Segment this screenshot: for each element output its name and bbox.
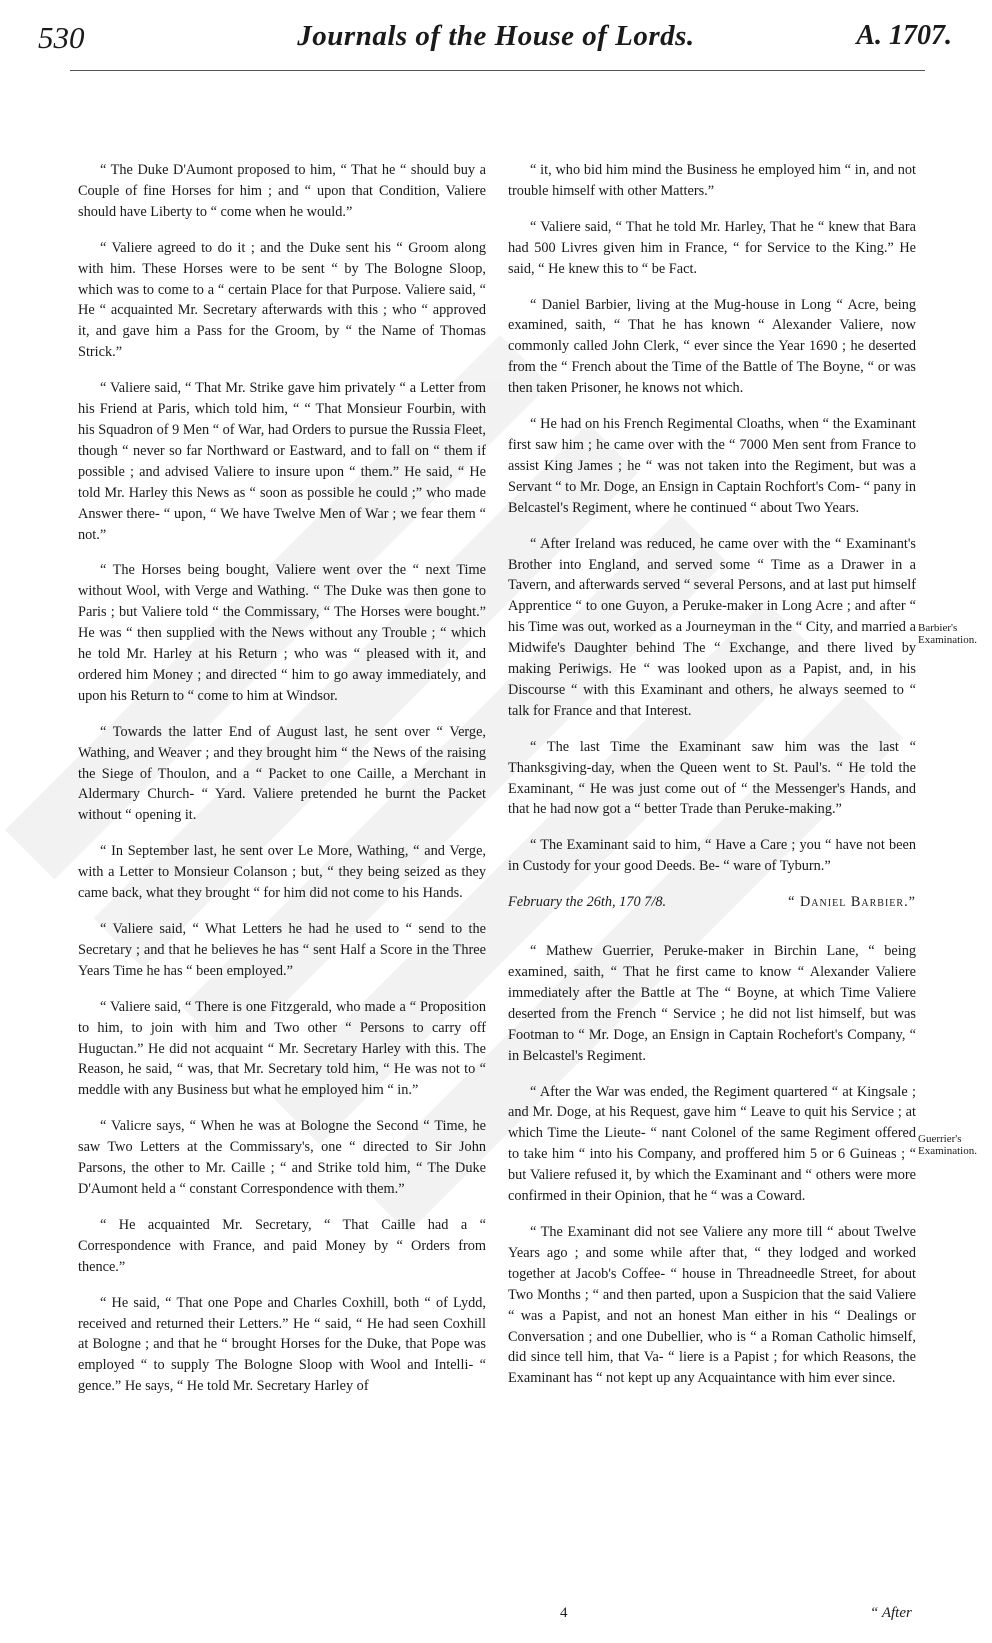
paragraph: “ Mathew Guerrier, Peruke-maker in Birchin Lane, “ being examined, saith, “ That he first came to know “ Alexander Valiere immediately after the Battle at The “ Boyne, at which Time Valiere deserted from the French “ Service ; he did not list himself, but was Footman to “ Mr. Doge, an Ensign in Captain Rochefort's Company, “ in Belcastel's Regiment. — [508, 943, 916, 1064]
page-header — [0, 0, 992, 80]
paragraph: “ Valiere said, “ There is one Fitzgerald, who made a “ Proposition to him, to join with him and Two other “ Persons to carry off Huguctan.” He did not acquaint “ Mr. Secretary Harley with this. The Reason, he said, “ was, that Mr. Secretary told him, “ He was not to “ meddle with any Business but what he employed him “ in.” — [78, 998, 486, 1099]
paragraph: “ Daniel Barbier, living at the Mug-house in Long “ Acre, being examined, saith, “ That he has known “ Alexander Valiere, now commonly called John Clerk, “ ever since the Year 1690 ; he deserted from the “ French about the Time of the Battle of The Boyne, “ or was then taken Prisoner, he knows not which. — [508, 296, 916, 397]
paragraph: “ The Horses being bought, Valiere went over the “ next Time without Wool, with Verge and Wathing. “ The Duke was then gone to Paris ; but Valiere told “ the Commissary, “ The Horses were bought.” He was “ then supplied with the News without any Trouble ; “ which he told Mr. Harley at his Return ; who was “ pleased with it, and ordered him Money ; and directed “ him to go away immediately, and upon his Return to “ come to him at Windsor. — [78, 562, 486, 704]
paragraph: “ After the War was ended, the Regiment quartered “ at Kingsale ; and Mr. Doge, at his Request, gave him “ Leave to quit his Service ; at which Time the Lieute- “ nant Colonel of the same Regiment offered to take him “ into his Company, and proffered him 5 or 6 Guineas ; “ but Valiere refused it, by which the Examinant and “ others were more confirmed in their Opinion, that he “ was a Coward. — [508, 1083, 916, 1205]
paragraph: “ it, who bid him mind the Business he employed him “ in, and not trouble himself with other Matters.” — [508, 162, 916, 199]
paragraph: “ Towards the latter End of August last, he sent over “ Verge, Wathing, and Weaver ; and they brought him “ the News of the raising the Siege of Thoulon, and a “ Packet to one Caille, a Merchant in Aldermary Church- “ Yard. Valiere pretended he burnt the Packet without “ opening it. — [78, 723, 486, 824]
paragraph: “ The Examinant did not see Valiere any more till “ about Twelve Years ago ; and some while after that, “ they lodged and worked together at Jacob's Coffee- “ house in Threadneedle Street, for about Two Months ; “ and then parted, upon a Suspicion that the said Valiere “ was a Papist, and not an honest Man either in his “ Dealings or Conversation ; and one Dubellier, who is “ a Roman Catholic himself, did since tell him, that Va- “ liere is a Papist ; for which Reasons, the Examinant has “ not kept up any Acquaintance with him ever since. — [508, 1223, 916, 1387]
paragraph: “ He had on his French Regimental Cloaths, when “ the Examinant first saw him ; he came over with the “ 7000 Men sent from France to assist King James ; he “ was not taken into the Regiment, but was a Servant “ to Mr. Doge, an Ensign in Captain Rochfort's Com- “ pany in Belcastel's Regiment, where he continued “ about Two Years. — [508, 416, 916, 516]
signature-name: “ Daniel Barbier.” — [788, 894, 916, 911]
right-column — [508, 160, 916, 1404]
year-label: A. 1707. — [856, 20, 952, 51]
paragraph: “ The last Time the Examinant saw him was the last “ Thanksgiving-day, when the Queen went to St. Paul's. “ He told the Examinant, “ He was just come out of “ the Messenger's Hands, and that he had now got a “ better Trade than Peruke-making.” — [508, 738, 916, 818]
signature-date: February the 26th, 170 7/8. — [508, 894, 667, 911]
paragraph: “ He said, “ That one Pope and Charles Coxhill, both “ of Lydd, received and returned their Letters.” He “ said, “ He had seen Coxhill at Bologne ; and that he “ brought Horses for the Duke, that Pope was employed “ to supply The Bologne Sloop with Wool and Intelli- “ gence.” He says, “ He told Mr. Secretary Harley of — [78, 1294, 486, 1395]
paragraph: “ Valicre says, “ When he was at Bologne the Second “ Time, he saw Two Letters at the Commissary's, one “ directed to Sir John Parsons, the other to Mr. Caille ; “ and Strike told him, “ The Duke D'Aumont held a “ constant Correspondence with them.” — [78, 1118, 486, 1197]
catchword: “ After — [870, 1605, 912, 1621]
paragraph: “ Valiere agreed to do it ; and the Duke sent his “ Groom along with him. These Horses were to be sent “ by The Bologne Sloop, which was to come to a “ certain Place for that Purpose. Valiere said, “ He “ acquainted Mr. Secretary afterwards with this ; who “ approved it, and gave him a Pass for the Groom, by “ the Name of Thomas Strick.” — [78, 239, 486, 361]
running-title: Journals of the House of Lords. — [297, 20, 695, 52]
left-column — [78, 160, 486, 1412]
paragraph: “ Valiere said, “ What Letters he had he used to “ send to the Secretary ; and that he believes he has “ sent Half a Score in the Three Years Time he has “ been employed.” — [78, 921, 486, 979]
signature-mark: 4 — [560, 1605, 568, 1621]
header-rule — [70, 70, 925, 71]
paragraph: “ Valiere said, “ That he told Mr. Harley, That he “ knew that Bara had 500 Livres given him in France, “ for Service to the King.” He said, “ He knew this to “ be Fact. — [508, 218, 916, 277]
paragraph: “ After Ireland was reduced, he came over with the “ Examinant's Brother into England, and served some “ Time as a Drawer in a Tavern, and afterwards served “ several Persons, and at last put himself Apprentice “ to one Guyon, a Peruke-maker in Long Acre ; and after “ his Time was out, worked as a Journeyman in the “ City, and married a Midwife's Daughter behind The “ Exchange, and there lived by making Periwigs. He “ was looked upon as a Papist, and, in his Discourse “ with this Examinant and others, he always seemed to “ talk for France and that Interest. — [508, 535, 916, 719]
paragraph: “ In September last, he sent over Le More, Wathing, “ and Verge, with a Letter to Monsieur Colanson ; but, “ they being seized as they came back, what they brought “ for him did not come to his Hands. — [78, 843, 486, 902]
paragraph: “ Valiere said, “ That Mr. Strike gave him privately “ a Letter from his Friend at Paris, which told him, “ “ That Monsieur Fourbin, with his Squadron of 9 Men “ of War, had Orders to pursue the Russia Fleet, though “ never so far Northward or Eastward, and to fall on “ them if possible ; and advised Valiere to insure upon “ them.” He said, “ He told Mr. Harley this News as “ soon as possible he could ;” who made Answer there- “ upon, “ We have Twelve Men of War ; we fear them “ not.” — [78, 380, 486, 543]
paragraph: “ He acquainted Mr. Secretary, “ That Caille had a “ Correspondence with France, and paid Money by “ Orders from thence.” — [78, 1216, 486, 1275]
signature-line — [508, 892, 916, 913]
page-number: 530 — [38, 20, 85, 55]
paragraph: “ The Duke D'Aumont proposed to him, “ That he “ should buy a Couple of fine Horses for him ; and “ upon that Condition, Valiere should have Liberty to “ come when he would.” — [78, 162, 486, 220]
paragraph: “ The Examinant said to him, “ Have a Care ; you “ have not been in Custody for your good Deeds. Be- “ ware of Tyburn.” — [508, 837, 916, 875]
margin-note-barbier: Barbier's Examination. — [918, 622, 977, 646]
margin-note-guerrier: Guerrier's Examination. — [918, 1133, 977, 1157]
